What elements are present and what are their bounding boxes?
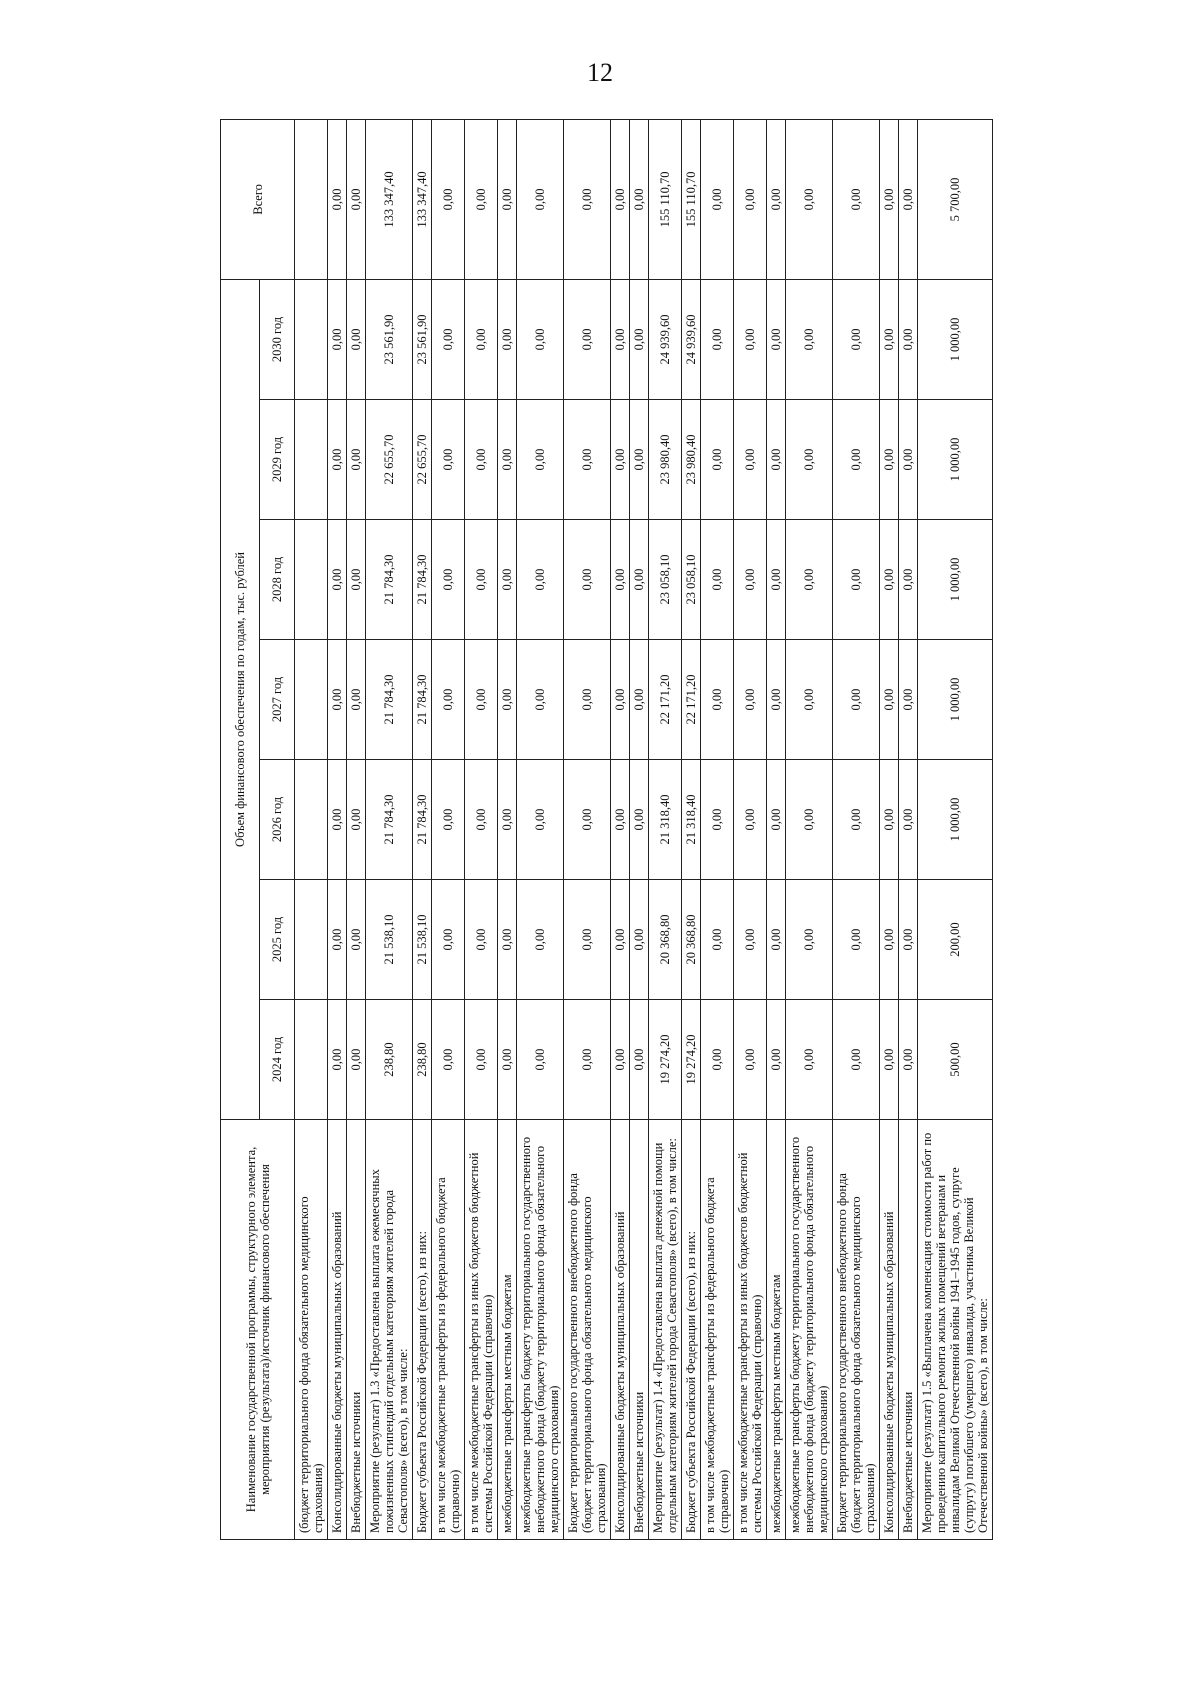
row-value: 1 000,00	[918, 640, 993, 760]
row-value: 21 538,10	[413, 880, 432, 1000]
row-value: 0,00	[767, 400, 786, 520]
row-value: 0,00	[833, 400, 880, 520]
row-value: 0,00	[564, 520, 611, 640]
row-value: 21 318,40	[682, 760, 701, 880]
row-value: 0,00	[767, 119, 786, 279]
row-value: 24 939,60	[682, 279, 701, 399]
row-value: 0,00	[328, 760, 347, 880]
row-value: 0,00	[347, 119, 366, 279]
table-row	[880, 119, 899, 1539]
row-value: 0,00	[899, 119, 918, 279]
row-value: 1 000,00	[918, 279, 993, 399]
row-value: 1 000,00	[918, 760, 993, 880]
row-value: 0,00	[611, 1000, 630, 1120]
row-value: 0,00	[465, 1000, 498, 1120]
table-row	[734, 119, 767, 1539]
row-value: 0,00	[701, 760, 734, 880]
row-value: 0,00	[786, 1000, 833, 1120]
row-value: 23 561,90	[366, 279, 413, 399]
header-group: Объем финансового обеспечения по годам, тыс. рублей	[221, 279, 260, 1119]
row-value: 21 784,30	[366, 640, 413, 760]
row-value: 0,00	[465, 400, 498, 520]
row-value: 0,00	[611, 400, 630, 520]
row-label: (бюджет территориального фонда обязательного медицинского страхования)	[295, 1120, 328, 1540]
row-value: 0,00	[630, 760, 649, 880]
row-value: 0,00	[498, 760, 517, 880]
row-value	[295, 119, 328, 279]
row-value: 0,00	[734, 279, 767, 399]
row-label: Консолидированные бюджеты муниципальных образований	[328, 1120, 347, 1540]
row-value: 0,00	[465, 880, 498, 1000]
row-label: межбюджетные трансферты местным бюджетам	[767, 1120, 786, 1540]
row-value: 0,00	[432, 520, 465, 640]
row-value: 0,00	[899, 760, 918, 880]
row-label: в том числе межбюджетные трансферты из иных бюджетов бюджетной системы Российской Федерации (справочно)	[465, 1120, 498, 1540]
row-value: 0,00	[701, 400, 734, 520]
row-value: 21 318,40	[649, 760, 682, 880]
table-row	[649, 119, 682, 1539]
row-value: 0,00	[833, 1000, 880, 1120]
row-value: 0,00	[611, 119, 630, 279]
row-label: Мероприятие (результат) 1.4 «Предоставлена выплата денежной помощи отдельным категориям жителей города Севастополя» (всего), в том числе:	[649, 1120, 682, 1540]
row-value: 0,00	[328, 520, 347, 640]
row-value: 0,00	[465, 640, 498, 760]
row-value: 0,00	[465, 119, 498, 279]
row-value: 22 655,70	[366, 400, 413, 520]
table-row	[786, 119, 833, 1539]
table-row	[366, 119, 413, 1539]
row-label: Внебюджетные источники	[347, 1120, 366, 1540]
row-value: 0,00	[630, 1000, 649, 1120]
row-value: 0,00	[611, 520, 630, 640]
row-value	[295, 880, 328, 1000]
row-value: 0,00	[432, 880, 465, 1000]
row-value: 0,00	[465, 760, 498, 880]
row-value: 0,00	[630, 279, 649, 399]
table-row	[328, 119, 347, 1539]
row-value: 155 110,70	[649, 119, 682, 279]
row-value: 0,00	[734, 400, 767, 520]
row-value: 22 171,20	[682, 640, 701, 760]
row-value: 0,00	[347, 520, 366, 640]
row-value: 0,00	[899, 279, 918, 399]
row-value: 0,00	[701, 279, 734, 399]
row-value: 23 058,10	[649, 520, 682, 640]
row-value: 238,80	[366, 1000, 413, 1120]
row-value: 0,00	[701, 880, 734, 1000]
row-value: 0,00	[611, 279, 630, 399]
rotated-table-container	[220, 120, 1140, 1540]
row-value: 0,00	[899, 400, 918, 520]
row-value: 0,00	[498, 279, 517, 399]
row-value: 0,00	[517, 279, 564, 399]
row-value: 0,00	[498, 119, 517, 279]
header-year: 2028 год	[260, 520, 295, 640]
row-value: 0,00	[432, 1000, 465, 1120]
row-label: Мероприятие (результат) 1.5 «Выплачена компенсация стоимости работ по проведению капитального ремонта жилых помещений ветеранам и инвалидам Великой Отечественной войны 1941–1945 годов, супруге (супругу) погибшего (умершего) инвалида, участника Великой Отечественной войны» (всего), в том числе:	[918, 1120, 993, 1540]
row-value: 0,00	[767, 880, 786, 1000]
row-value: 0,00	[786, 520, 833, 640]
table-row	[517, 119, 564, 1539]
row-value: 19 274,20	[682, 1000, 701, 1120]
row-value: 0,00	[564, 400, 611, 520]
table-row	[432, 119, 465, 1539]
row-value: 0,00	[347, 880, 366, 1000]
row-value: 0,00	[786, 880, 833, 1000]
row-value: 0,00	[880, 279, 899, 399]
row-value: 0,00	[786, 119, 833, 279]
row-value: 0,00	[701, 520, 734, 640]
table-row	[611, 119, 630, 1539]
row-value: 0,00	[498, 880, 517, 1000]
row-label: межбюджетные трансферты бюджету территориального государственного внебюджетного фонда (бюджету территориального фонда обязательного медицинского страхования)	[786, 1120, 833, 1540]
row-value: 0,00	[517, 520, 564, 640]
row-value: 0,00	[432, 760, 465, 880]
row-value: 1 000,00	[918, 520, 993, 640]
row-value: 0,00	[465, 520, 498, 640]
row-label: Консолидированные бюджеты муниципальных образований	[880, 1120, 899, 1540]
row-value: 0,00	[564, 640, 611, 760]
header-year: 2030 год	[260, 279, 295, 399]
row-value: 21 538,10	[366, 880, 413, 1000]
row-value: 0,00	[880, 760, 899, 880]
row-value: 0,00	[432, 119, 465, 279]
row-value: 0,00	[630, 880, 649, 1000]
row-value: 0,00	[564, 880, 611, 1000]
row-value: 0,00	[517, 760, 564, 880]
row-label: Внебюджетные источники	[630, 1120, 649, 1540]
row-value: 0,00	[328, 1000, 347, 1120]
row-value: 19 274,20	[649, 1000, 682, 1120]
header-year: 2025 год	[260, 880, 295, 1000]
row-value: 0,00	[899, 640, 918, 760]
row-value	[295, 279, 328, 399]
row-value: 0,00	[347, 760, 366, 880]
row-label: Бюджет субъекта Российской Федерации (всего), из них:	[682, 1120, 701, 1540]
row-value: 0,00	[630, 640, 649, 760]
header-year: 2029 год	[260, 400, 295, 520]
row-value	[295, 760, 328, 880]
row-value: 20 368,80	[682, 880, 701, 1000]
row-value: 22 655,70	[413, 400, 432, 520]
table-row	[767, 119, 786, 1539]
row-value: 0,00	[899, 880, 918, 1000]
row-value: 23 980,40	[682, 400, 701, 520]
row-value: 238,80	[413, 1000, 432, 1120]
row-value: 0,00	[701, 640, 734, 760]
row-value: 24 939,60	[649, 279, 682, 399]
row-value: 0,00	[833, 279, 880, 399]
row-value: 0,00	[767, 760, 786, 880]
row-value: 0,00	[833, 880, 880, 1000]
row-value: 1 000,00	[918, 400, 993, 520]
table-row	[899, 119, 918, 1539]
row-value: 23 058,10	[682, 520, 701, 640]
row-value: 0,00	[734, 520, 767, 640]
table-row	[630, 119, 649, 1539]
row-value: 500,00	[918, 1000, 993, 1120]
row-value: 0,00	[328, 119, 347, 279]
row-value: 0,00	[564, 119, 611, 279]
row-value: 0,00	[432, 279, 465, 399]
row-value: 22 171,20	[649, 640, 682, 760]
table-body	[295, 119, 993, 1539]
table-row	[347, 119, 366, 1539]
row-value: 0,00	[767, 640, 786, 760]
row-value: 0,00	[880, 520, 899, 640]
header-name-col: Наименование государственной программы, структурного элемента, мероприятия (результата)/источник финансового обеспечения	[221, 1120, 295, 1540]
row-label: Бюджет субъекта Российской Федерации (всего), из них:	[413, 1120, 432, 1540]
row-value: 0,00	[734, 880, 767, 1000]
row-label: Консолидированные бюджеты муниципальных образований	[611, 1120, 630, 1540]
row-value: 0,00	[498, 640, 517, 760]
row-label: Бюджет территориального государственного внебюджетного фонда (бюджет территориального фонда обязательного медицинского страхования)	[833, 1120, 880, 1540]
row-value: 133 347,40	[413, 119, 432, 279]
table-row	[413, 119, 432, 1539]
row-value: 0,00	[701, 1000, 734, 1120]
row-value: 0,00	[786, 279, 833, 399]
row-value: 0,00	[347, 400, 366, 520]
row-value: 0,00	[611, 760, 630, 880]
row-value	[295, 1000, 328, 1120]
header-year: 2024 год	[260, 1000, 295, 1120]
row-value: 0,00	[328, 279, 347, 399]
table-row	[295, 119, 328, 1539]
row-value: 5 700,00	[918, 119, 993, 279]
table-row	[682, 119, 701, 1539]
row-value: 0,00	[880, 1000, 899, 1120]
header-year: 2026 год	[260, 760, 295, 880]
row-value: 0,00	[630, 400, 649, 520]
row-value: 0,00	[611, 880, 630, 1000]
row-value: 0,00	[833, 760, 880, 880]
row-value: 0,00	[498, 520, 517, 640]
row-value: 21 784,30	[413, 760, 432, 880]
row-value: 0,00	[347, 1000, 366, 1120]
row-value: 0,00	[630, 119, 649, 279]
row-value: 0,00	[899, 520, 918, 640]
row-value: 0,00	[517, 640, 564, 760]
row-value: 0,00	[701, 119, 734, 279]
row-value: 0,00	[347, 640, 366, 760]
page-number: 12	[587, 58, 613, 87]
row-value: 0,00	[564, 279, 611, 399]
row-value: 20 368,80	[649, 880, 682, 1000]
row-label: Бюджет территориального государственного внебюджетного фонда (бюджет территориального фонда обязательного медицинского страхования)	[564, 1120, 611, 1540]
row-value: 0,00	[432, 400, 465, 520]
row-value: 23 980,40	[649, 400, 682, 520]
table-row	[918, 119, 993, 1539]
row-label: Мероприятие (результат) 1.3 «Предоставлена выплата ежемесячных пожизненных стипендий отдельным категориям жителей города Севастополя» (всего), в том числе:	[366, 1120, 413, 1540]
row-value: 0,00	[517, 119, 564, 279]
row-value: 0,00	[517, 1000, 564, 1120]
row-value: 0,00	[498, 1000, 517, 1120]
row-value: 155 110,70	[682, 119, 701, 279]
row-value: 0,00	[880, 880, 899, 1000]
row-value: 0,00	[498, 400, 517, 520]
row-value: 0,00	[734, 1000, 767, 1120]
row-value: 0,00	[734, 760, 767, 880]
row-value: 0,00	[880, 640, 899, 760]
header-year: 2027 год	[260, 640, 295, 760]
row-value: 0,00	[899, 1000, 918, 1120]
row-label: межбюджетные трансферты бюджету территориального государственного внебюджетного фонда (бюджету территориального фонда обязательного медицинского страхования)	[517, 1120, 564, 1540]
row-value: 0,00	[833, 520, 880, 640]
row-value	[295, 520, 328, 640]
row-value	[295, 640, 328, 760]
row-value: 0,00	[734, 640, 767, 760]
row-value: 0,00	[767, 520, 786, 640]
row-value: 21 784,30	[366, 520, 413, 640]
row-value: 0,00	[630, 520, 649, 640]
row-value: 0,00	[564, 760, 611, 880]
row-value: 0,00	[833, 119, 880, 279]
row-value: 0,00	[611, 640, 630, 760]
row-value: 0,00	[767, 279, 786, 399]
row-label: межбюджетные трансферты местным бюджетам	[498, 1120, 517, 1540]
financing-table	[220, 119, 993, 1540]
row-value: 21 784,30	[413, 520, 432, 640]
row-value: 0,00	[517, 880, 564, 1000]
table-row	[465, 119, 498, 1539]
row-value: 21 784,30	[366, 760, 413, 880]
row-value: 0,00	[328, 640, 347, 760]
row-value: 0,00	[833, 640, 880, 760]
row-value: 23 561,90	[413, 279, 432, 399]
row-value: 21 784,30	[413, 640, 432, 760]
row-value: 0,00	[328, 400, 347, 520]
row-value: 0,00	[465, 279, 498, 399]
row-label: Внебюджетные источники	[899, 1120, 918, 1540]
table-row	[498, 119, 517, 1539]
row-value: 0,00	[786, 640, 833, 760]
row-value: 133 347,40	[366, 119, 413, 279]
row-value: 0,00	[328, 880, 347, 1000]
table-row	[833, 119, 880, 1539]
row-value	[295, 400, 328, 520]
row-value: 0,00	[786, 760, 833, 880]
row-label: в том числе межбюджетные трансферты из иных бюджетов бюджетной системы Российской Федерации (справочно)	[734, 1120, 767, 1540]
row-value: 0,00	[517, 400, 564, 520]
row-value: 0,00	[347, 279, 366, 399]
row-label: в том числе межбюджетные трансферты из федерального бюджета (справочно)	[701, 1120, 734, 1540]
table-header-row	[221, 119, 260, 1539]
row-value: 0,00	[786, 400, 833, 520]
row-value: 0,00	[880, 400, 899, 520]
row-label: в том числе межбюджетные трансферты из федерального бюджета (справочно)	[432, 1120, 465, 1540]
header-total: Всего	[221, 119, 295, 279]
table-row	[564, 119, 611, 1539]
row-value: 0,00	[767, 1000, 786, 1120]
row-value: 0,00	[432, 640, 465, 760]
row-value: 0,00	[880, 119, 899, 279]
table-row	[701, 119, 734, 1539]
row-value: 0,00	[564, 1000, 611, 1120]
row-value: 200,00	[918, 880, 993, 1000]
row-value: 0,00	[734, 119, 767, 279]
